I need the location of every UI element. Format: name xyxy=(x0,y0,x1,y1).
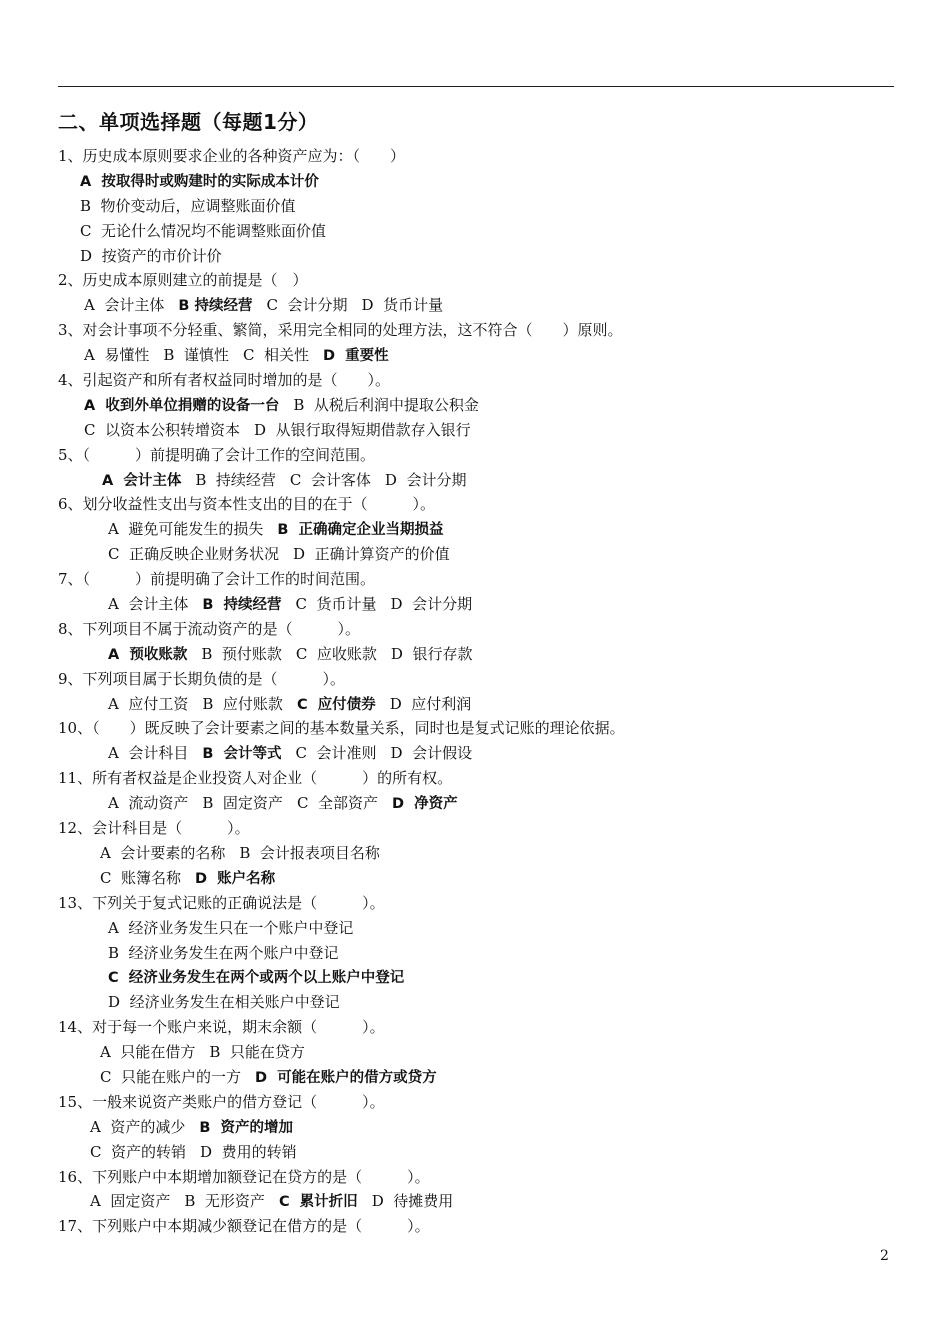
option-line xyxy=(58,194,898,219)
option-text: B 谨慎性 xyxy=(163,346,229,365)
option-text: C 正确反映企业财务状况 xyxy=(108,545,280,564)
question-text: 17、下列账户中本期减少额登记在借方的是（ ）。 xyxy=(58,1217,430,1236)
answer-option: B 正确确定企业当期损益 xyxy=(277,522,444,539)
option-line xyxy=(58,1040,898,1065)
option-line xyxy=(58,293,898,318)
answer-option: A 收到外单位捐赠的设备一台 xyxy=(84,397,280,414)
option-text: C 全部资产 xyxy=(296,794,378,813)
option-text: D 会计假设 xyxy=(390,744,473,763)
option-text: D 从银行取得短期借款存入银行 xyxy=(254,420,471,439)
option-line xyxy=(58,916,898,941)
question-line xyxy=(58,144,898,169)
option-text: D 会计分期 xyxy=(390,595,473,614)
question-text: 5、（ ）前提明确了会计工作的空间范围。 xyxy=(58,445,376,464)
option-line xyxy=(58,941,898,966)
option-text: D 费用的转销 xyxy=(200,1142,297,1161)
question-line xyxy=(58,891,898,916)
option-line xyxy=(58,592,898,617)
question-text: 8、下列项目不属于流动资产的是（ ）。 xyxy=(58,619,361,638)
option-line xyxy=(58,866,898,891)
option-text: A 资产的减少 xyxy=(90,1117,186,1136)
question-line xyxy=(58,1090,898,1115)
option-line xyxy=(58,1189,898,1214)
option-text: D 货币计量 xyxy=(361,296,444,315)
header-rule xyxy=(58,86,894,87)
option-text: B 会计报表项目名称 xyxy=(239,843,380,862)
option-text: A 会计要素的名称 xyxy=(100,843,226,862)
option-line xyxy=(58,542,898,567)
answer-option: D 账户名称 xyxy=(195,870,276,887)
question-text: 10、（ ）既反映了会计要素之间的基本数量关系，同时也是复式记账的理论依据。 xyxy=(58,719,625,738)
option-text: C 以资本公积转增资本 xyxy=(84,420,241,439)
answer-option: D 可能在账户的借方或贷方 xyxy=(255,1069,437,1086)
section-heading: 二、单项选择题（每题1分） xyxy=(58,110,319,134)
option-text: C 只能在账户的一方 xyxy=(100,1067,242,1086)
option-text: D 待摊费用 xyxy=(371,1192,454,1211)
option-text: A 会计主体 xyxy=(108,595,189,614)
option-text: A 避免可能发生的损失 xyxy=(108,520,264,539)
option-text: B 无形资产 xyxy=(184,1192,265,1211)
answer-option: C 应付债券 xyxy=(296,696,376,713)
option-text: B 持续经营 xyxy=(195,470,276,489)
answer-option: A 按取得时或购建时的实际成本计价 xyxy=(80,173,319,190)
page-number: 2 xyxy=(880,1248,889,1264)
answer-option: A 预收账款 xyxy=(108,646,188,663)
answer-option: B 会计等式 xyxy=(202,746,282,763)
answer-option: D 重要性 xyxy=(322,348,389,365)
question-text: 2、历史成本原则建立的前提是（ ） xyxy=(58,271,308,290)
option-line xyxy=(58,418,898,443)
option-line xyxy=(58,1065,898,1090)
option-text: B 从税后利润中提取公积金 xyxy=(293,395,479,414)
option-line xyxy=(58,692,898,717)
question-text: 16、下列账户中本期增加额登记在贷方的是（ ）。 xyxy=(58,1167,430,1186)
option-line xyxy=(58,343,898,368)
option-text: B 经济业务发生在两个账户中登记 xyxy=(108,943,339,962)
answer-option: A 会计主体 xyxy=(102,472,182,489)
option-text: C 无论什么情况均不能调整账面价值 xyxy=(80,221,327,240)
option-line xyxy=(58,1115,898,1140)
question-text: 7、（ ）前提明确了会计工作的时间范围。 xyxy=(58,570,376,589)
option-line xyxy=(58,169,898,194)
option-line xyxy=(58,517,898,542)
answer-option: B 持续经营 xyxy=(178,298,253,315)
option-line xyxy=(58,990,898,1015)
question-text: 1、历史成本原则要求企业的各种资产应为：（ ） xyxy=(58,147,406,165)
option-line xyxy=(58,244,898,269)
option-text: D 会计分期 xyxy=(384,470,467,489)
question-line xyxy=(58,617,898,642)
answer-option: D 净资产 xyxy=(391,796,458,813)
option-line xyxy=(58,791,898,816)
question-line xyxy=(58,1214,898,1239)
question-list xyxy=(58,144,898,1239)
option-text: D 正确计算资产的价值 xyxy=(293,545,450,564)
question-line xyxy=(58,1165,898,1190)
option-text: A 应付工资 xyxy=(108,694,189,713)
option-text: C 应收账款 xyxy=(295,644,377,663)
option-text: C 资产的转销 xyxy=(90,1142,187,1161)
question-text: 3、对会计事项不分轻重、繁简，采用完全相同的处理方法，这不符合（ ）原则。 xyxy=(58,321,623,340)
question-text: 6、划分收益性支出与资本性支出的目的在于（ ）。 xyxy=(58,495,436,514)
question-line xyxy=(58,766,898,791)
question-text: 13、下列关于复式记账的正确说法是（ ）。 xyxy=(58,893,385,912)
question-line xyxy=(58,368,898,393)
option-text: A 会计科目 xyxy=(108,744,189,763)
question-text: 14、对于每一个账户来说，期末余额（ ）。 xyxy=(58,1018,385,1037)
option-line xyxy=(58,965,898,990)
option-text: C 会计客体 xyxy=(289,470,371,489)
question-line xyxy=(58,268,898,293)
option-line xyxy=(58,841,898,866)
question-text: 4、引起资产和所有者权益同时增加的是（ ）。 xyxy=(58,371,391,390)
question-line xyxy=(58,667,898,692)
question-line xyxy=(58,318,898,343)
question-line xyxy=(58,492,898,517)
question-line xyxy=(58,716,898,741)
question-text: 15、一般来说资产类账户的借方登记（ ）。 xyxy=(58,1092,385,1111)
option-line xyxy=(58,219,898,244)
question-line xyxy=(58,1015,898,1040)
answer-option: B 持续经营 xyxy=(202,597,282,614)
option-text: D 按资产的市价计价 xyxy=(80,246,222,265)
option-line xyxy=(58,642,898,667)
option-text: B 预付账款 xyxy=(201,644,282,663)
option-text: C 相关性 xyxy=(242,346,309,365)
option-text: A 固定资产 xyxy=(90,1192,171,1211)
option-text: B 物价变动后，应调整账面价值 xyxy=(80,196,296,215)
option-text: C 货币计量 xyxy=(295,595,377,614)
answer-option: C 累计折旧 xyxy=(278,1194,358,1211)
option-text: A 经济业务发生只在一个账户中登记 xyxy=(108,918,354,937)
option-text: A 会计主体 xyxy=(84,296,165,315)
option-line xyxy=(58,1140,898,1165)
question-line xyxy=(58,567,898,592)
option-text: D 应付利润 xyxy=(389,694,472,713)
option-text: B 应付账款 xyxy=(202,694,283,713)
answer-option: C 经济业务发生在两个或两个以上账户中登记 xyxy=(108,970,405,987)
option-line xyxy=(58,741,898,766)
option-line xyxy=(58,468,898,493)
option-text: D 经济业务发生在相关账户中登记 xyxy=(108,993,340,1012)
option-text: A 只能在借方 xyxy=(100,1043,196,1062)
question-text: 12、会计科目是（ ）。 xyxy=(58,819,250,838)
option-text: A 流动资产 xyxy=(108,794,189,813)
option-text: B 固定资产 xyxy=(202,794,283,813)
option-text: C 会计分期 xyxy=(266,296,348,315)
option-line xyxy=(58,393,898,418)
question-text: 11、所有者权益是企业投资人对企业（ ）的所有权。 xyxy=(58,769,453,788)
question-line xyxy=(58,816,898,841)
option-text: B 只能在贷方 xyxy=(209,1043,305,1062)
option-text: C 账簿名称 xyxy=(100,868,182,887)
option-text: C 会计准则 xyxy=(295,744,377,763)
option-text: D 银行存款 xyxy=(390,644,473,663)
answer-option: B 资产的增加 xyxy=(199,1119,294,1136)
question-line xyxy=(58,443,898,468)
question-text: 9、下列项目属于长期负债的是（ ）。 xyxy=(58,669,346,688)
option-text: A 易懂性 xyxy=(84,346,150,365)
